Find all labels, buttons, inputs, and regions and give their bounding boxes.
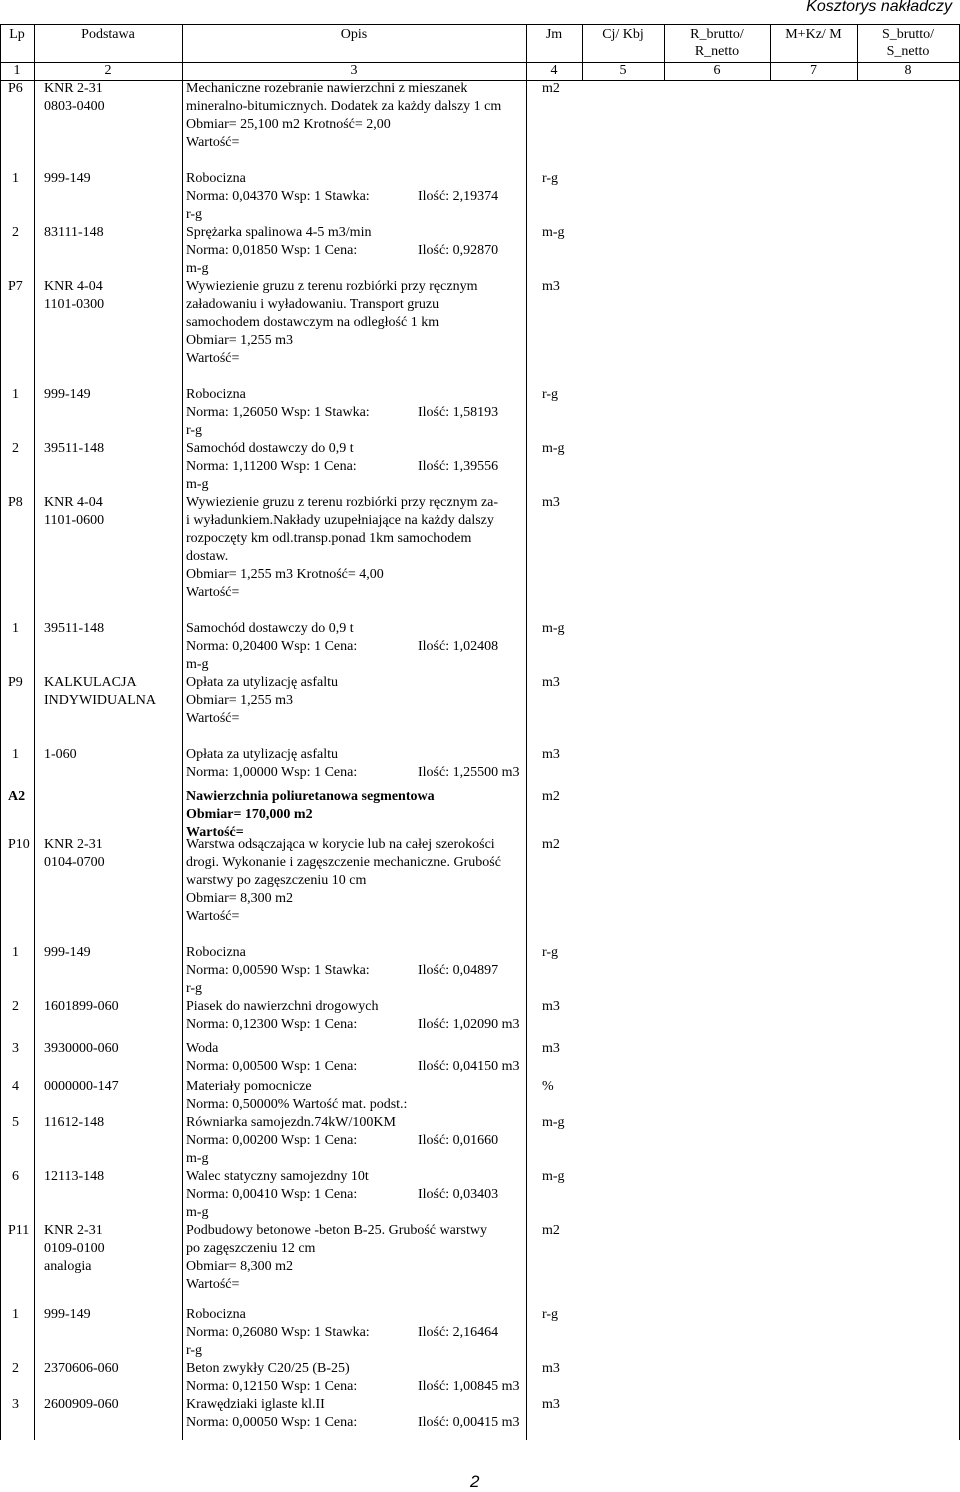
norma-unit: r-g: [186, 981, 203, 996]
row-podstawa: KNR 4-04: [44, 279, 103, 294]
row-opis: Krawędziaki iglaste kl.II: [186, 1397, 325, 1412]
row-jm: r-g: [542, 387, 559, 402]
row-lp: 3: [12, 1041, 19, 1056]
row-lp: A2: [8, 789, 26, 804]
norma-unit: m-g: [186, 1151, 209, 1166]
norma-text: Norma: 0,12300 Wsp: 1 Cena:: [186, 1017, 358, 1032]
row-jm: m3: [542, 747, 560, 762]
row-opis: Woda: [186, 1041, 219, 1056]
row-opis: Obmiar= 25,100 m2 Krotność= 2,00: [186, 117, 391, 132]
row-lp: 3: [12, 1397, 19, 1412]
ilosc-text: Ilość: 0,00415 m3: [418, 1415, 520, 1430]
row-opis: Piasek do nawierzchni drogowych: [186, 999, 379, 1014]
row-lp: P8: [8, 495, 23, 510]
row-lp: P7: [8, 279, 23, 294]
norma-unit: r-g: [186, 423, 203, 438]
row-opis: Materiały pomocnicze: [186, 1079, 312, 1094]
row-podstawa: KNR 4-04: [44, 495, 103, 510]
row-jm: m2: [542, 789, 560, 804]
row-lp: 5: [12, 1115, 19, 1130]
row-jm: %: [542, 1079, 554, 1094]
norma-text: Norma: 0,00410 Wsp: 1 Cena:: [186, 1187, 358, 1202]
row-podstawa: 999-149: [44, 1307, 91, 1322]
row-opis: Wywiezienie gruzu z terenu rozbiórki przy ręcznym: [186, 279, 478, 294]
row-jm: m3: [542, 279, 560, 294]
row-podstawa: KNR 2-31: [44, 837, 103, 852]
norma-text: Norma: 0,00500 Wsp: 1 Cena:: [186, 1059, 358, 1074]
row-jm: r-g: [542, 945, 559, 960]
norma-text: Norma: 0,00590 Wsp: 1 Stawka:: [186, 963, 370, 978]
row-lp: 1: [12, 1307, 19, 1322]
norma-unit: m-g: [186, 1205, 209, 1220]
row-opis: Beton zwykły C20/25 (B-25): [186, 1361, 350, 1376]
row-opis: rozpoczęty km odl.transp.ponad 1km samochodem: [186, 531, 472, 546]
ilosc-text: Ilość: 0,01660: [418, 1133, 499, 1148]
col-number: 6: [713, 63, 721, 78]
row-jm: r-g: [542, 1307, 559, 1322]
ilosc-text: Ilość: 1,25500 m3: [418, 765, 520, 780]
row-podstawa: 11612-148: [44, 1115, 105, 1130]
col-r-brutto: R_brutto/: [690, 27, 744, 42]
ilosc-text: Ilość: 1,58193: [418, 405, 499, 420]
row-lp: 4: [12, 1079, 19, 1094]
row-opis: Równiarka samojezdn.74kW/100KM: [186, 1115, 396, 1130]
row-jm: m3: [542, 999, 560, 1014]
row-lp: 1: [12, 747, 19, 762]
row-opis: Wartość=: [186, 135, 240, 150]
ilosc-text: Ilość: 1,02090 m3: [418, 1017, 520, 1032]
col-r-netto: R_netto: [694, 44, 740, 59]
row-lp: 2: [12, 1361, 19, 1376]
row-podstawa: 0000000-147: [44, 1079, 119, 1094]
row-opis: Wywiezienie gruzu z terenu rozbiórki przy ręcznym za-: [186, 495, 499, 510]
row-opis: Robocizna: [186, 945, 246, 960]
row-opis: Sprężarka spalinowa 4-5 m3/min: [186, 225, 372, 240]
row-opis: mineralno-bitumicznych. Dodatek za każdy dalszy 1 cm: [186, 99, 502, 114]
row-lp: 2: [12, 441, 19, 456]
norma-text: Norma: 0,50000% Wartość mat. podst.:: [186, 1097, 408, 1112]
ilosc-text: Ilość: 1,39556: [418, 459, 499, 474]
row-podstawa: 83111-148: [44, 225, 104, 240]
row-opis: Robocizna: [186, 387, 246, 402]
col-mkz: M+Kz/ M: [785, 27, 842, 42]
row-opis: i wyładunkiem.Nakłady uzupełniające na każdy dalszy: [186, 513, 494, 528]
row-jm: m-g: [542, 1115, 565, 1130]
col-jm: Jm: [545, 27, 563, 42]
page-header-title: Kosztorys nakładczy: [806, 0, 952, 15]
norma-text: Norma: 0,26080 Wsp: 1 Stawka:: [186, 1325, 370, 1340]
row-jm: m3: [542, 1041, 560, 1056]
row-podstawa: KALKULACJA: [44, 675, 137, 690]
norma-unit: r-g: [186, 207, 203, 222]
row-opis: Obmiar= 1,255 m3: [186, 693, 294, 708]
row-jm: m2: [542, 837, 560, 852]
row-opis: Opłata za utylizację asfaltu: [186, 747, 338, 762]
row-lp: P11: [8, 1223, 30, 1238]
row-lp: P6: [8, 81, 23, 96]
row-podstawa: 999-149: [44, 171, 91, 186]
row-podstawa: INDYWIDUALNA: [44, 693, 156, 708]
col-number: 3: [350, 63, 358, 78]
row-opis: załadowaniu i wyładowaniu. Transport gruzu: [186, 297, 440, 312]
row-jm: m-g: [542, 621, 565, 636]
row-jm: m2: [542, 81, 560, 96]
row-opis: dostaw.: [186, 549, 229, 564]
row-opis: Obmiar= 8,300 m2: [186, 891, 294, 906]
ilosc-text: Ilość: 1,00845 m3: [418, 1379, 520, 1394]
ilosc-text: Ilość: 1,02408: [418, 639, 499, 654]
row-opis: Wartość=: [186, 711, 240, 726]
row-lp: 1: [12, 621, 19, 636]
row-lp: 2: [12, 999, 19, 1014]
ilosc-text: Ilość: 0,04897: [418, 963, 499, 978]
row-jm: m3: [542, 495, 560, 510]
row-podstawa: KNR 2-31: [44, 1223, 103, 1238]
ilosc-text: Ilość: 0,04150 m3: [418, 1059, 520, 1074]
col-number: 1: [13, 63, 21, 78]
row-opis: Wartość=: [186, 1277, 240, 1292]
row-opis: Obmiar= 1,255 m3 Krotność= 4,00: [186, 567, 384, 582]
row-opis: Obmiar= 170,000 m2: [186, 807, 313, 822]
row-opis: Robocizna: [186, 171, 246, 186]
row-opis: drogi. Wykonanie i zagęszczenie mechaniczne. Grubość: [186, 855, 501, 870]
row-podstawa: 39511-148: [44, 621, 105, 636]
row-podstawa: KNR 2-31: [44, 81, 103, 96]
ilosc-text: Ilość: 2,16464: [418, 1325, 499, 1340]
row-podstawa: 999-149: [44, 387, 91, 402]
col-cj: Cj/ Kbj: [602, 27, 644, 42]
col-opis: Opis: [340, 27, 368, 42]
norma-unit: m-g: [186, 477, 209, 492]
norma-text: Norma: 1,26050 Wsp: 1 Stawka:: [186, 405, 370, 420]
row-opis: Warstwa odsączająca w korycie lub na całej szerokości: [186, 837, 495, 852]
row-jm: r-g: [542, 171, 559, 186]
norma-unit: m-g: [186, 261, 209, 276]
row-podstawa: 1101-0300: [44, 297, 105, 312]
row-opis: Wartość=: [186, 909, 240, 924]
row-jm: m-g: [542, 225, 565, 240]
col-number: 5: [619, 63, 627, 78]
row-opis: samochodem dostawczym na odległość 1 km: [186, 315, 440, 330]
norma-text: Norma: 0,00050 Wsp: 1 Cena:: [186, 1415, 358, 1430]
row-opis: Nawierzchnia poliuretanowa segmentowa: [186, 789, 435, 804]
col-podstawa: Podstawa: [81, 27, 135, 42]
norma-text: Norma: 0,20400 Wsp: 1 Cena:: [186, 639, 358, 654]
col-number: 7: [810, 63, 817, 78]
norma-text: Norma: 1,00000 Wsp: 1 Cena:: [186, 765, 358, 780]
norma-text: Norma: 1,11200 Wsp: 1 Cena:: [186, 459, 357, 474]
row-podstawa: analogia: [44, 1259, 92, 1274]
row-lp: 1: [12, 387, 19, 402]
col-number: 2: [104, 63, 112, 78]
row-lp: 2: [12, 225, 19, 240]
col-number: 8: [904, 63, 912, 78]
row-podstawa: 3930000-060: [44, 1041, 119, 1056]
row-jm: m3: [542, 1397, 560, 1412]
row-jm: m2: [542, 1223, 560, 1238]
row-opis: Obmiar= 8,300 m2: [186, 1259, 294, 1274]
norma-text: Norma: 0,00200 Wsp: 1 Cena:: [186, 1133, 358, 1148]
norma-unit: m-g: [186, 657, 209, 672]
row-jm: m3: [542, 675, 560, 690]
row-opis: po zagęszczeniu 12 cm: [186, 1241, 316, 1256]
row-podstawa: 1-060: [44, 747, 77, 762]
norma-text: Norma: 0,12150 Wsp: 1 Cena:: [186, 1379, 358, 1394]
row-opis: Wartość=: [186, 351, 240, 366]
row-opis: warstwy po zagęszczeniu 10 cm: [186, 873, 367, 888]
row-lp: P10: [8, 837, 30, 852]
ilosc-text: Ilość: 2,19374: [418, 189, 499, 204]
col-number: 4: [550, 63, 558, 78]
row-jm: m3: [542, 1361, 560, 1376]
row-podstawa: 12113-148: [44, 1169, 105, 1184]
row-opis: Wartość=: [186, 585, 240, 600]
row-opis: Walec statyczny samojezdny 10t: [186, 1169, 369, 1184]
col-s-brutto: S_brutto/: [881, 27, 935, 42]
col-s-netto: S_netto: [886, 44, 930, 59]
row-podstawa: 0109-0100: [44, 1241, 105, 1256]
row-opis: Obmiar= 1,255 m3: [186, 333, 294, 348]
row-lp: P9: [8, 675, 23, 690]
row-podstawa: 2370606-060: [44, 1361, 119, 1376]
row-lp: 1: [12, 171, 19, 186]
norma-text: Norma: 0,04370 Wsp: 1 Stawka:: [186, 189, 370, 204]
page-number: 2: [470, 1472, 480, 1491]
row-opis: Samochód dostawczy do 0,9 t: [186, 441, 354, 456]
row-opis: Mechaniczne rozebranie nawierzchni z mieszanek: [186, 81, 468, 96]
row-lp: 1: [12, 945, 19, 960]
ilosc-text: Ilość: 0,03403: [418, 1187, 499, 1202]
row-lp: 6: [12, 1169, 19, 1184]
row-jm: m-g: [542, 441, 565, 456]
row-podstawa: 0803-0400: [44, 99, 105, 114]
row-opis: Samochód dostawczy do 0,9 t: [186, 621, 354, 636]
row-jm: m-g: [542, 1169, 565, 1184]
row-opis: Robocizna: [186, 1307, 246, 1322]
row-podstawa: 1101-0600: [44, 513, 105, 528]
norma-text: Norma: 0,01850 Wsp: 1 Cena:: [186, 243, 358, 258]
row-podstawa: 0104-0700: [44, 855, 105, 870]
row-podstawa: 999-149: [44, 945, 91, 960]
row-podstawa: 2600909-060: [44, 1397, 119, 1412]
row-opis: Opłata za utylizację asfaltu: [186, 675, 338, 690]
row-opis: Wartość=: [186, 825, 244, 840]
row-opis: Podbudowy betonowe -beton B-25. Grubość warstwy: [186, 1223, 487, 1238]
col-lp: Lp: [9, 27, 25, 42]
ilosc-text: Ilość: 0,92870: [418, 243, 499, 258]
norma-unit: r-g: [186, 1343, 203, 1358]
row-podstawa: 39511-148: [44, 441, 105, 456]
row-podstawa: 1601899-060: [44, 999, 119, 1014]
